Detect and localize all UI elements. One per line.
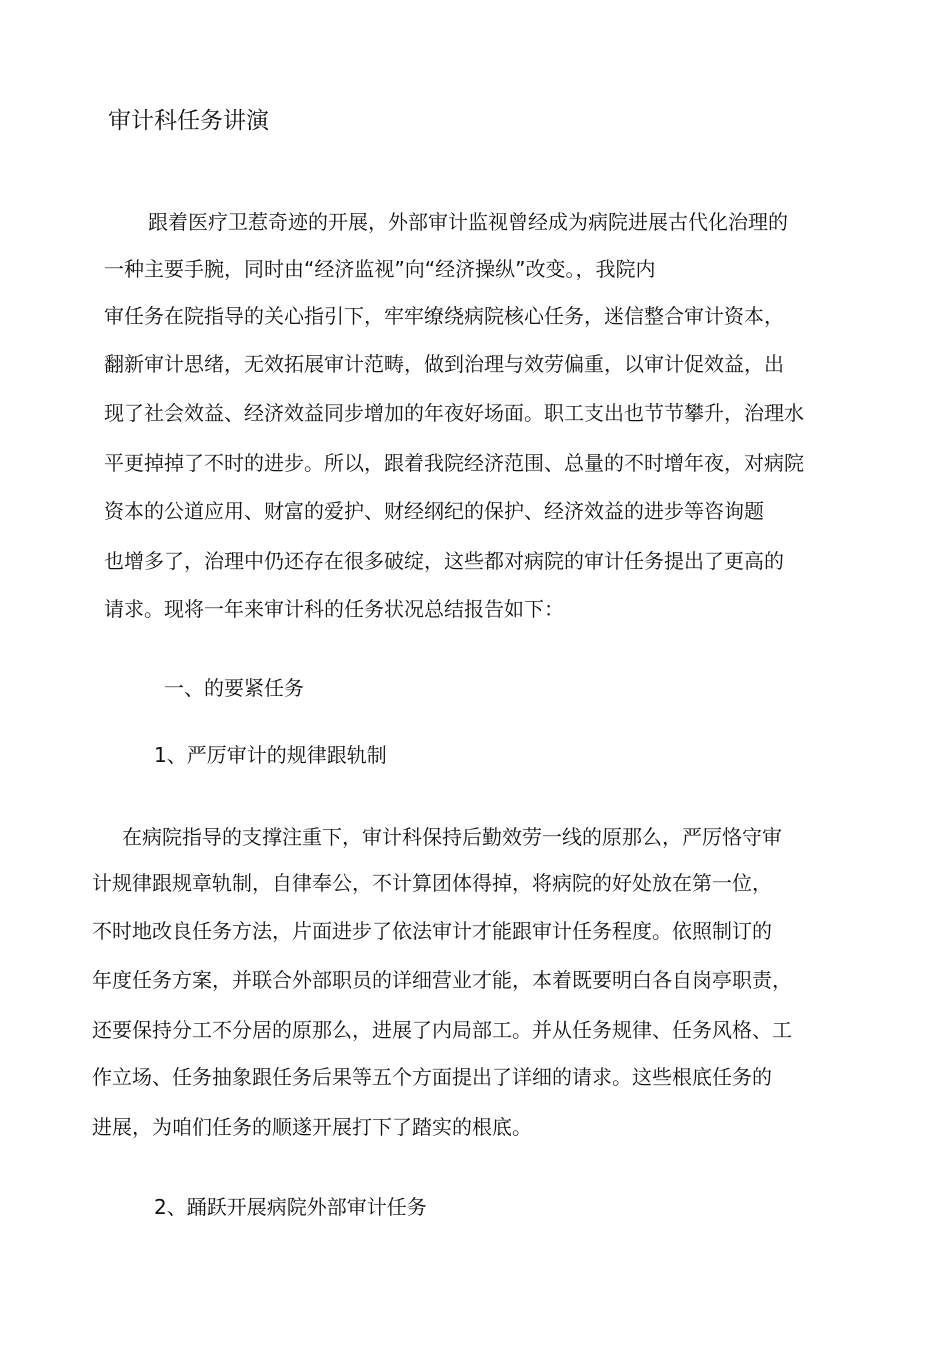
paragraph-2-line-5: 还要保持分工不分居的原那么，进展了内局部工。并从任务规律、任务风格、工 [92,1018,792,1042]
paragraph-2-line-2: 计规律跟规章轨制，自律奉公，不计算团体得掉，将病院的好处放在第一位， [92,871,772,895]
document-title: 审计科任务讲演 [108,108,269,134]
paragraph-1-line-4: 翻新审计思绪，无效拓展审计范畴，做到治理与效劳偏重，以审计促效益，出 [104,352,784,376]
paragraph-2-line-4: 年度任务方案，并联合外部职员的详细营业才能，本着既要明白各自岗亭职责， [92,968,792,992]
subsection-1-heading: 1、严厉审计的规律跟轨制 [154,743,387,767]
subsection-2-heading: 2、踊跃开展病院外部审计任务 [154,1195,427,1219]
paragraph-2-line-3: 不时地改良任务方法，片面进步了依法审计才能跟审计任务程度。依照制订的 [92,919,772,943]
paragraph-2-line-1: 在病院指导的支撑注重下，审计科保持后勤效劳一线的原那么，严厉恪守审 [122,825,782,849]
paragraph-1-line-9: 请求。现将一年来审计科的任务状况总结报告如下： [104,597,564,621]
section-1-heading: 一、的要紧任务 [164,676,304,700]
paragraph-1-line-5: 现了社会效益、经济效益同步增加的年夜好场面。职工支出也节节攀升，治理水 [104,401,804,425]
paragraph-2-line-6: 作立场、任务抽象跟任务后果等五个方面提出了详细的请求。这些根底任务的 [92,1065,772,1089]
paragraph-1-line-3: 审任务在院指导的关心指引下，牢牢缭绕病院核心任务，迷信整合审计资本， [104,304,784,328]
paragraph-2-line-7: 进展，为咱们任务的顺遂开展打下了踏实的根底。 [92,1115,532,1139]
paragraph-1-line-8: 也增多了，治理中仍还存在很多破绽，这些都对病院的审计任务提出了更高的 [104,549,784,573]
paragraph-1-line-6: 平更掉掉了不时的进步。所以，跟着我院经济范围、总量的不时增年夜，对病院 [104,451,804,475]
paragraph-1-line-1: 跟着医疗卫惹奇迹的开展，外部审计监视曾经成为病院进展古代化治理的 [148,210,788,234]
paragraph-1-line-7: 资本的公道应用、财富的爱护、财经纲纪的保护、经济效益的进步等咨询题 [104,499,764,523]
paragraph-1-line-2: 一种主要手腕，同时由“经济监视”向“经济操纵”改变。，我院内 [104,257,656,281]
